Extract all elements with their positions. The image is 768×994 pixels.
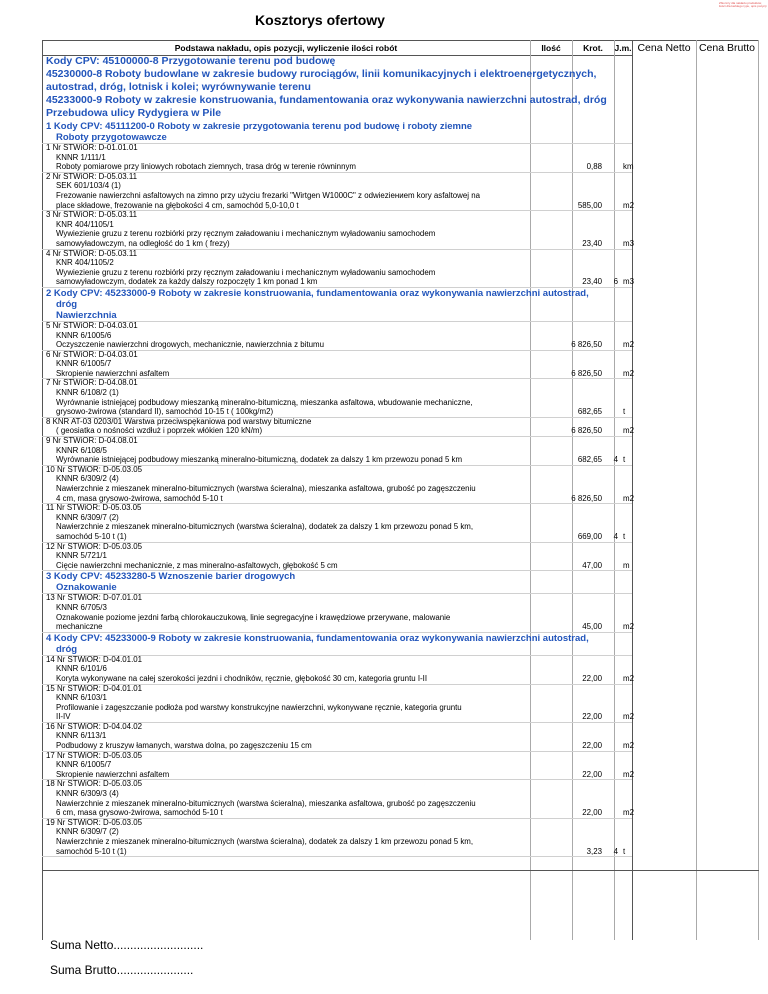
row-divider bbox=[42, 465, 632, 466]
table-row bbox=[46, 378, 626, 416]
quantity-cell: 6 826,50 bbox=[571, 340, 602, 350]
quantity-cell: 0,88 bbox=[586, 162, 602, 172]
row-divider bbox=[42, 818, 632, 819]
quantity-cell: 585,00 bbox=[577, 200, 602, 210]
intro-line: Kody CPV: 45100000-8 Przygotowanie terenu pod budowę bbox=[46, 55, 336, 67]
column-divider bbox=[632, 40, 633, 940]
table-row bbox=[46, 541, 630, 571]
quantity-cell: 22,00 bbox=[582, 808, 602, 818]
description-line: Nawierzchnie z mieszanek mineralno-bitumicznych (warstwa ścieralna), mieszanka asfaltowa, grubość po zagęszczeniu bbox=[56, 484, 476, 493]
quantity-cell: 22,00 bbox=[582, 741, 602, 751]
row-divider bbox=[42, 436, 632, 437]
description-line: Nawierzchnie z mieszanek mineralno-bitumicznych (warstwa ścieralna), dodatek za dalszy 1 km przewozu ponad 5 km, bbox=[56, 837, 474, 846]
item-description bbox=[46, 503, 546, 541]
unit-cell: m2 bbox=[623, 808, 634, 818]
description-line: Wyrównanie istniejącej podbudowy mieszanką mineralno-bitumiczną, mieszanka asfaltowa, wbudowanie mechaniczne, bbox=[56, 397, 473, 407]
section-text bbox=[46, 633, 626, 655]
quantity-cell: 22,00 bbox=[582, 769, 602, 779]
column-divider bbox=[758, 40, 759, 940]
section-text bbox=[46, 571, 626, 593]
row-divider bbox=[42, 655, 632, 656]
description-line: place składowe, frezowanie na głębokości 4 cm, samochód 5,0-10,0 t bbox=[56, 200, 299, 210]
description-line: KNNR 6/103/1 bbox=[56, 693, 107, 703]
section-line: 1 Kody CPV: 45111200-0 Roboty w zakresie przygotowania terenu pod budowę i roboty ziemne bbox=[46, 121, 473, 132]
table-row bbox=[46, 721, 634, 751]
description-line: 8 KNR AT-03 0203/01 Warstwa przeciwspękaniowa pod warstwy bitumiczne bbox=[46, 416, 312, 426]
description-line: KNNR 6/309/7 (2) bbox=[56, 827, 119, 837]
description-line: Oczyszczenie nawierzchni drogowych, mechanicznie, nawierzchnia z bitumu bbox=[56, 340, 324, 350]
table-row bbox=[46, 143, 634, 172]
section-heading bbox=[46, 633, 626, 655]
row-divider bbox=[42, 503, 632, 504]
description-line: 3 Nr STWiOR: D-05.03.11 bbox=[46, 210, 138, 220]
unit-cell: m2 bbox=[623, 493, 634, 503]
net-total: Suma Netto........................... bbox=[50, 938, 204, 952]
column-header-net-price: Cena Netto bbox=[637, 42, 691, 54]
description-line: 6 cm, masa grysowo-żwirowa, samochód 5-10 t bbox=[56, 808, 223, 818]
section-line: dróg bbox=[56, 298, 78, 310]
item-description bbox=[46, 722, 546, 751]
row-divider bbox=[42, 593, 632, 594]
unit-cell: t bbox=[623, 407, 626, 417]
row-divider bbox=[42, 684, 632, 685]
description-line: KNNR 6/1005/6 bbox=[56, 330, 112, 340]
unit-cell: m2 bbox=[623, 200, 634, 210]
row-divider bbox=[42, 722, 632, 723]
description-line: Koryta wykonywane na całej szerokości jezdni i chodników, ręcznie, głębokość 30 cm, kategoria gruntu I-II bbox=[56, 673, 428, 683]
unit-cell: m2 bbox=[623, 368, 634, 378]
description-line: 13 Nr STWiOR: D-07.01.01 bbox=[46, 593, 143, 603]
table-body bbox=[46, 55, 634, 856]
multiplier-cell: 6 bbox=[613, 277, 618, 287]
unit-cell: m2 bbox=[623, 712, 634, 722]
table-row bbox=[46, 593, 634, 632]
table-row bbox=[46, 779, 634, 818]
table-row bbox=[46, 248, 634, 287]
description-line: Wywiezienie gruzu z terenu rozbiórki przy ręcznym załadowaniu i mechanicznym wyładowaniu samochodem bbox=[56, 229, 436, 239]
description-line: KNNR 6/108/2 (1) bbox=[56, 388, 119, 398]
table-row bbox=[46, 210, 634, 248]
description-line: Roboty pomiarowe przy liniowych robotach ziemnych, trasa dróg w terenie równinnym bbox=[56, 162, 356, 172]
row-divider bbox=[42, 249, 632, 250]
description-line: KNR 404/1105/1 bbox=[56, 219, 114, 229]
description-line: Wywiezienie gruzu z terenu rozbiórki przy ręcznym załadowaniu i mechanicznym wyładowaniu samochodem bbox=[56, 267, 436, 277]
unit-cell: t bbox=[623, 531, 626, 541]
item-description bbox=[46, 321, 546, 350]
table-row bbox=[46, 683, 634, 722]
item-description bbox=[46, 172, 546, 210]
unit-cell: m2 bbox=[623, 340, 634, 350]
section-line: 2 Kody CPV: 45233000-9 Roboty w zakresie konstruowania, fundamentowania oraz wykonywania nawierzchni autostrad, bbox=[46, 287, 589, 299]
description-line: 7 Nr STWiOR: D-04.08.01 bbox=[46, 378, 138, 388]
unit-cell: m2 bbox=[623, 741, 634, 751]
description-line: II-IV bbox=[56, 712, 71, 722]
row-divider bbox=[42, 417, 632, 418]
row-divider bbox=[42, 542, 632, 543]
unit-cell: m2 bbox=[623, 769, 634, 779]
intro-line: autostrad, dróg, lotnisk i kolei; wyrównywanie terenu bbox=[46, 81, 311, 93]
description-line: 5 Nr STWiOR: D-04.03.01 bbox=[46, 320, 138, 330]
item-description bbox=[46, 655, 546, 684]
item-description bbox=[46, 378, 546, 416]
section-heading bbox=[46, 121, 626, 143]
row-divider bbox=[42, 632, 632, 633]
description-line: KNNR 6/101/6 bbox=[56, 664, 107, 674]
description-line: Podbudowy z kruszyw łamanych, warstwa dolna, po zagęszczeniu 15 cm bbox=[56, 741, 312, 751]
row-divider bbox=[42, 287, 632, 288]
description-line: SEK 601/103/4 (1) bbox=[56, 181, 121, 191]
multiplier-cell: 4 bbox=[613, 455, 618, 465]
description-line: samowyładowczym, dodatek za każdy dalszy rozpoczęty 1 km ponad 1 km bbox=[56, 277, 318, 287]
column-header-gross-price: Cena Brutto bbox=[698, 42, 756, 54]
corner-note: Zbiorczy dla nakładu produktów, ilości dla każdego typu, opis pozycji bbox=[719, 1, 767, 9]
item-description bbox=[46, 465, 546, 503]
table-row bbox=[46, 436, 626, 465]
description-line: 19 Nr STWiOR: D-05.03.05 bbox=[46, 817, 143, 827]
table-row bbox=[46, 349, 634, 379]
row-divider bbox=[42, 321, 632, 322]
section-line: 4 Kody CPV: 45233000-9 Roboty w zakresie konstruowania, fundamentowania oraz wykonywania nawierzchni autostrad, bbox=[46, 632, 589, 644]
quantity-cell: 22,00 bbox=[582, 712, 602, 722]
description-line: samochód 5-10 t (1) bbox=[56, 531, 127, 541]
row-divider bbox=[42, 210, 632, 211]
description-line: 4 Nr STWiOR: D-05.03.11 bbox=[46, 248, 138, 258]
description-line: samowyładowczym, na odległość do 1 km ( frezy) bbox=[56, 238, 230, 248]
section-line: Oznakowanie bbox=[56, 582, 117, 594]
description-line: 12 Nr STWiOR: D-05.03.05 bbox=[46, 541, 143, 551]
unit-cell: m3 bbox=[623, 277, 634, 287]
row-divider bbox=[42, 779, 632, 780]
table-row bbox=[46, 750, 634, 780]
column-header-quantity: Ilość bbox=[541, 43, 561, 53]
description-line: 11 Nr STWiOR: D-05.03.05 bbox=[46, 503, 142, 513]
description-line: Cięcie nawierzchni mechanicznie, z mas mineralno-asfaltowych, głębokość 5 cm bbox=[56, 560, 338, 570]
row-divider bbox=[42, 856, 632, 857]
item-description bbox=[46, 779, 546, 817]
quantity-cell: 6 826,50 bbox=[571, 426, 602, 436]
item-description bbox=[46, 684, 546, 722]
item-description bbox=[46, 249, 546, 287]
description-line: 10 Nr STWiOR: D-05.03.05 bbox=[46, 464, 143, 474]
section-heading bbox=[46, 288, 626, 321]
table-row bbox=[46, 320, 634, 350]
description-line: KNNR 6/309/3 (4) bbox=[56, 789, 119, 799]
item-description bbox=[46, 436, 546, 465]
unit-cell: m2 bbox=[623, 673, 634, 683]
unit-cell: m bbox=[623, 560, 630, 570]
section-line: Roboty przygotowawcze bbox=[56, 132, 167, 143]
intro-line: 45233000-9 Roboty w zakresie konstruowania, fundamentowania oraz wykonywania nawierzchni autostrad, dróg bbox=[46, 94, 607, 106]
quantity-cell: 6 826,50 bbox=[571, 368, 602, 378]
description-line: Nawierzchnie z mieszanek mineralno-bitumicznych (warstwa ścieralna), dodatek za dalszy 1 km przewozu ponad 5 km, bbox=[56, 522, 474, 532]
column-divider bbox=[42, 40, 43, 940]
quantity-cell: 47,00 bbox=[582, 560, 602, 570]
gross-total: Suma Brutto....................... bbox=[50, 963, 194, 977]
section-text bbox=[46, 121, 626, 143]
description-line: 15 Nr STWiOR: D-04.01.01 bbox=[46, 683, 143, 693]
description-line: KNNR 6/108/5 bbox=[56, 445, 107, 455]
cost-estimate-table bbox=[42, 40, 759, 940]
row-divider bbox=[42, 570, 632, 571]
item-description bbox=[46, 542, 546, 571]
table-bottom-border bbox=[42, 870, 759, 871]
unit-cell: m2 bbox=[623, 622, 634, 632]
table-row bbox=[46, 171, 634, 210]
unit-cell: m2 bbox=[623, 426, 634, 436]
item-list bbox=[46, 121, 634, 856]
row-divider bbox=[42, 172, 632, 173]
description-line: 4 cm, masa grysowo-żwirowa, samochód 5-10 t bbox=[56, 493, 223, 503]
quantity-cell: 682,65 bbox=[577, 455, 602, 465]
description-line: Skropienie nawierzchni asfaltem bbox=[56, 769, 170, 779]
multiplier-cell: 4 bbox=[613, 531, 618, 541]
quantity-cell: 682,65 bbox=[577, 407, 602, 417]
section-text bbox=[46, 288, 626, 321]
description-line: Nawierzchnie z mieszanek mineralno-bitumicznych (warstwa ścieralna), mieszanka asfaltowa, grubość po zagęszczeniu bbox=[56, 798, 476, 808]
description-line: KNNR 6/113/1 bbox=[56, 731, 107, 741]
column-divider bbox=[696, 40, 697, 940]
description-line: Oznakowanie poziome jezdni farbą chlorokauczukową, linie segregacyjne i krawędziowe przerywane, malowanie bbox=[56, 612, 451, 622]
description-line: 6 Nr STWiOR: D-04.03.01 bbox=[46, 349, 138, 359]
description-line: 2 Nr STWiOR: D-05.03.11 bbox=[46, 171, 138, 181]
unit-cell: m3 bbox=[623, 238, 634, 248]
description-line: KNNR 6/309/2 (4) bbox=[56, 474, 119, 484]
row-divider bbox=[42, 143, 632, 144]
row-divider bbox=[42, 350, 632, 351]
description-line: grysowo-żwirowa (standard II), samochód 10-15 t ( 100kg/m2) bbox=[56, 407, 274, 417]
multiplier-cell: 4 bbox=[613, 846, 618, 856]
description-line: KNR 404/1105/2 bbox=[56, 258, 114, 268]
column-header-unit: J.m. bbox=[614, 43, 632, 53]
quantity-cell: 22,00 bbox=[582, 673, 602, 683]
quantity-cell: 45,00 bbox=[582, 622, 602, 632]
section-line: Nawierzchnia bbox=[56, 309, 117, 321]
unit-cell: km bbox=[623, 162, 634, 172]
project-title: Przebudowa ulicy Rydygiera w Pile bbox=[46, 107, 222, 119]
row-divider bbox=[42, 751, 632, 752]
item-description bbox=[46, 417, 546, 436]
description-line: 14 Nr STWiOR: D-04.01.01 bbox=[46, 654, 143, 664]
description-line: mechaniczne bbox=[56, 622, 103, 632]
table-row bbox=[46, 416, 634, 436]
item-description bbox=[46, 210, 546, 248]
quantity-cell: 6 826,50 bbox=[571, 493, 602, 503]
item-description bbox=[46, 818, 546, 856]
table-row bbox=[46, 818, 626, 856]
description-line: Frezowanie nawierzchni asfaltowych na zimno przy użyciu frezarki "Wirtgen W1000C" z odwieziениem kory asfaltowej na bbox=[56, 190, 480, 200]
description-line: Skropienie nawierzchni asfaltem bbox=[56, 368, 170, 378]
description-line: KNNR 6/309/7 (2) bbox=[56, 512, 119, 522]
table-row bbox=[46, 503, 626, 541]
description-line: 9 Nr STWiOR: D-04.08.01 bbox=[46, 436, 138, 446]
column-header-multiplier: Krot. bbox=[583, 43, 603, 53]
description-line: samochód 5-10 t (1) bbox=[56, 846, 127, 856]
description-line: 17 Nr STWiOR: D-05.03.05 bbox=[46, 750, 143, 760]
item-description bbox=[46, 143, 546, 172]
quantity-cell: 669,00 bbox=[577, 531, 602, 541]
description-line: KNNR 1/111/1 bbox=[56, 152, 106, 162]
item-description bbox=[46, 751, 546, 780]
description-line: KNNR 6/705/3 bbox=[56, 602, 107, 612]
item-description bbox=[46, 350, 546, 379]
intro-line: 45230000-8 Roboty budowlane w zakresie budowy rurociągów, linii komunikacyjnych i elektroenergetycznych, bbox=[46, 68, 597, 80]
intro-block bbox=[46, 55, 626, 120]
quantity-cell: 3,23 bbox=[586, 846, 602, 856]
section-line: dróg bbox=[56, 643, 78, 655]
description-line: KNNR 5/721/1 bbox=[56, 551, 107, 561]
description-line: KNNR 6/1005/7 bbox=[56, 760, 112, 770]
description-line: Profilowanie i zagęszczanie podłoża pod warstwy konstrukcyjne nawierzchni, wykonywane ręcznie, kategoria gruntu bbox=[56, 702, 462, 712]
section-heading bbox=[46, 571, 626, 593]
unit-cell: t bbox=[623, 455, 626, 465]
item-description bbox=[46, 593, 546, 631]
page-title: Kosztorys ofertowy bbox=[255, 12, 385, 28]
description-line: 1 Nr STWiOR: D-01.01.01 bbox=[46, 143, 138, 152]
description-line: 18 Nr STWiOR: D-05.03.05 bbox=[46, 779, 143, 789]
quantity-cell: 23,40 bbox=[582, 277, 602, 287]
table-row bbox=[46, 464, 634, 503]
description-line: ( geosiatka o nośności wzdłuż i poprzek włókien 120 kN/m) bbox=[56, 426, 263, 436]
unit-cell: t bbox=[623, 846, 626, 856]
table-row bbox=[46, 654, 634, 684]
description-line: Wyrównanie istniejącej podbudowy mieszanką mineralno-bitumiczną, dodatek za dalszy 1 km przewozu ponad 5 km bbox=[56, 455, 463, 465]
section-line: 3 Kody CPV: 45233280-5 Wznoszenie barier drogowych bbox=[46, 571, 296, 583]
description-line: 16 Nr STWiOR: D-04.04.02 bbox=[46, 721, 143, 731]
row-divider bbox=[42, 378, 632, 379]
description-line: KNNR 6/1005/7 bbox=[56, 359, 112, 369]
column-header-description: Podstawa nakładu, opis pozycji, wyliczenie ilości robót bbox=[174, 43, 398, 53]
quantity-cell: 23,40 bbox=[582, 238, 602, 248]
